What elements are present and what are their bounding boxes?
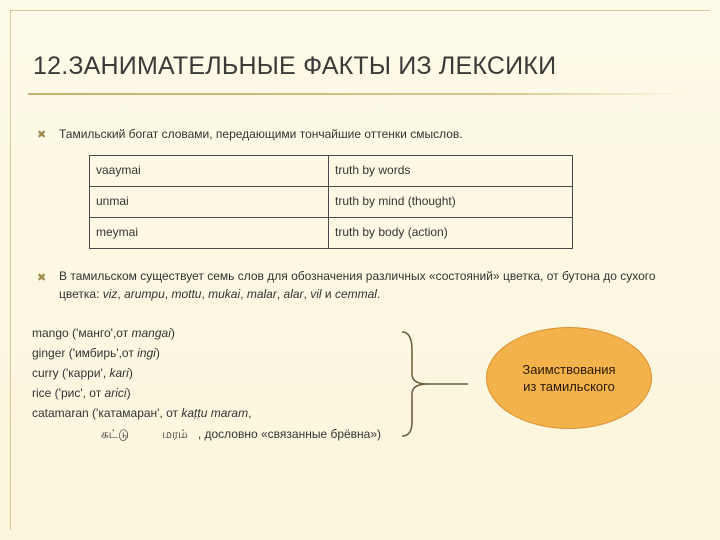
bullet-text-2 [59, 267, 709, 303]
flower-word: cemmal [334, 287, 377, 301]
loanword-list [32, 323, 251, 423]
tamil-word-kattu: கட்டு [101, 427, 129, 441]
table-row [90, 187, 573, 218]
flower-word: viz [102, 287, 118, 301]
bullet-2-line-2: цветка: viz, arumpu, mottu, mukai, malar, alar, vil и cemmal. [59, 287, 381, 301]
loan-post: ) [126, 386, 131, 400]
loan-source: kari [109, 366, 129, 380]
table-cell-meaning: truth by body (action) [329, 218, 573, 249]
flower-word: mottu [171, 287, 202, 301]
flower-word: arumpu [124, 287, 165, 301]
table-cell-meaning: truth by words [329, 156, 573, 187]
x-bullet-icon: ✖ [37, 272, 47, 284]
flower-word: malar [246, 287, 277, 301]
list-item [32, 403, 251, 423]
loan-post: ) [170, 326, 175, 340]
list-item [32, 343, 251, 363]
curly-brace-icon [398, 322, 470, 442]
bullet-2-prefix: цветка: [59, 287, 103, 301]
loan-post: , [248, 406, 252, 420]
loan-source: kaṭṭu maram [181, 406, 249, 420]
flower-word: vil [310, 287, 322, 301]
slide-title: 12.ЗАНИМАТЕЛЬНЫЕ ФАКТЫ ИЗ ЛЕКСИКИ [33, 52, 557, 80]
loan-pre: ginger ('имбирь',от [32, 346, 138, 360]
list-item [32, 383, 251, 403]
list-item [32, 363, 251, 383]
title-underline [28, 93, 688, 95]
literal-translation: , дословно «связанные брёвна») [197, 427, 382, 441]
list-item [32, 323, 251, 343]
bullet-text-1: Тамильский богат словами, передающими тончайшие оттенки смыслов. [59, 127, 463, 141]
loanwords-oval [486, 327, 652, 429]
tamil-line [101, 427, 381, 443]
loan-pre: rice ('рис', от [32, 386, 105, 400]
flower-word: alar [283, 287, 304, 301]
word-table [89, 155, 573, 249]
table-cell-word: unmai [90, 187, 329, 218]
loan-pre: catamaran ('катамаран', от [32, 406, 182, 420]
table-row [90, 218, 573, 249]
oval-line-2: из тамильского [523, 379, 615, 394]
loan-pre: curry ('карри', [32, 366, 110, 380]
x-bullet-icon: ✖ [37, 129, 47, 141]
loan-post: ) [128, 366, 133, 380]
period: . [376, 287, 381, 301]
oval-line-1: Заимствования [522, 362, 616, 377]
conjunction: и [324, 287, 332, 301]
bullet-2-line-1: В тамильском существует семь слов для обозначения различных «состояний» цветка, от бутона до сухого [59, 269, 656, 283]
loan-pre: mango ('манго',от [32, 326, 132, 340]
loan-post: ) [155, 346, 160, 360]
frame-left-line [10, 10, 11, 530]
table-cell-word: vaaymai [90, 156, 329, 187]
loan-source: mangai [131, 326, 171, 340]
table-cell-meaning: truth by mind (thought) [329, 187, 573, 218]
table-cell-word: meymai [90, 218, 329, 249]
table-row [90, 156, 573, 187]
frame-top-line [10, 10, 710, 11]
loan-source: arici [104, 386, 127, 400]
flower-word: mukai [208, 287, 241, 301]
tamil-word-maram: மரம் [162, 427, 188, 441]
loan-source: ingi [137, 346, 156, 360]
